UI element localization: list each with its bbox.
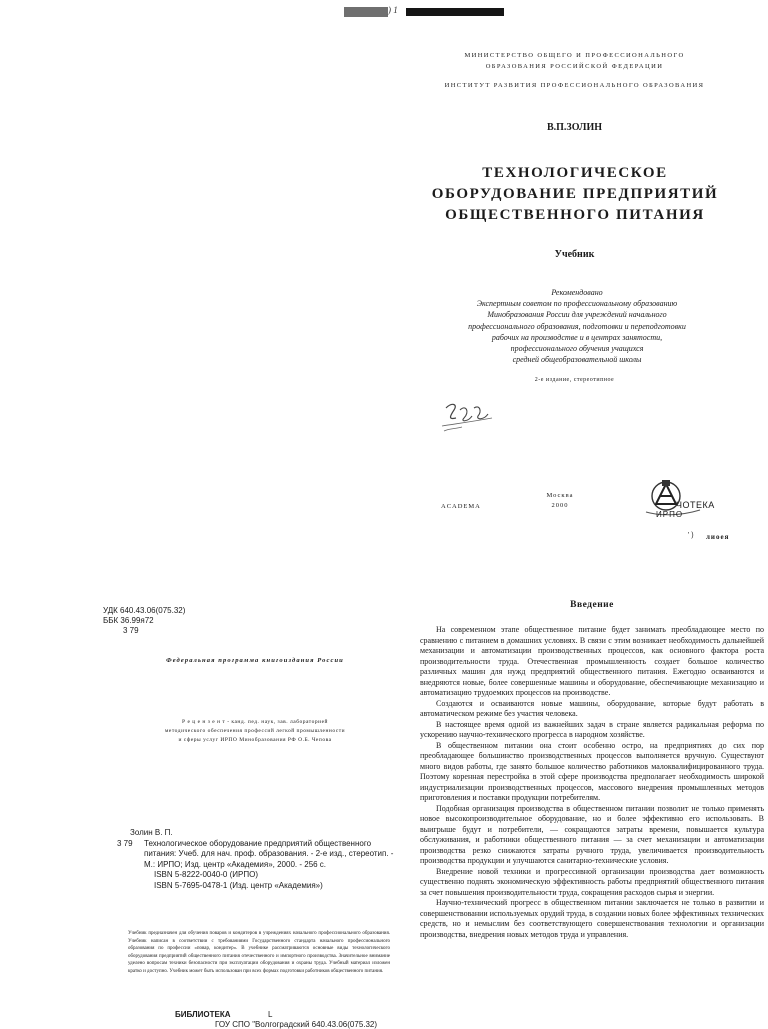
intro-paragraph: Подобная организация производства в общественном питании позволит не только применять новое высокопроизводительное оборудование, но и более эффективно его использовать. В выигрыше будут и потребители, — сокращаются затраты времени, повышается культура обслуживания, и работники общественного питания — за счет механизации и автоматизации производства резко снижаются затраты ручного труда, увеличивается производительность производства продукции и улучшаются санитарно-технические условия.: [420, 803, 764, 865]
scan-artifact-text: ) 1: [388, 5, 398, 15]
stamp-text: ЧОТЕКА: [676, 500, 715, 510]
recommendation-line: Минобразования России для учреждений начального: [487, 310, 667, 320]
stamp-mark: ' ): [688, 532, 694, 539]
intro-paragraph: Внедрение новой техники и прогрессивной организации производства дает возможность существенно поднять экономическую эффективность работы предприятий общественного питания за счет повышения производительности труда, сокращения расходов сырья и энергии.: [420, 866, 764, 897]
biblio-line: питания: Учеб. для нач. проф. образования. - 2-е изд., стереотип. -: [144, 849, 394, 858]
isbn-line: ISBN 5-8222-0040-0 (ИРПО): [154, 870, 258, 879]
ministry-header: [412, 50, 737, 72]
intro-paragraph: В настоящее время одной из важнейших задач в стране является радикальная реформа по ускорению научно-технического прогресса в народном хозяйстве.: [420, 719, 764, 739]
author-index: 3 79: [123, 626, 139, 635]
handwritten-signature: [440, 398, 500, 434]
city-year: [520, 491, 600, 511]
classification-block: [103, 606, 185, 636]
intro-paragraph: Научно-технический прогресс в общественном питании заключается не только в развитии и совершенствовании используемых орудий труда, в создании новых более эффективных технических средств, но и немыслим без соответствующего совершенствования технологии и организации производства, внедрения новых методов труда и управления.: [420, 898, 764, 939]
scan-artifact: [344, 7, 504, 17]
biblio-line: М.: ИРПО; Изд. центр «Академия», 2000. - 256 с.: [144, 859, 327, 869]
recommendation-line: Рекомендовано: [551, 288, 603, 297]
stamp-mark-text: лиоея: [706, 533, 730, 541]
scan-smudge: [344, 7, 388, 17]
intro-paragraph: В общественном питании она стоит особенно остро, на предприятиях до сих пор преобладающее большинство производственных процессов выполняется вручную. Существуют много видов работы, где занято большое количество работников малоквалифицированного труда. Поэтому коренная перестройка в этой сфере производства предполагает необходимость широкой индустриализации производственных процессов, массового внедрения промышленных методов приготовления и поставки продукции потребителям.: [420, 740, 764, 802]
annotation-text: Учебник предназначен для обучения поваров и кондитеров в учреждениях начального профессионального образования. Учебник написан в соответствии с требованиями Государственного стандарта начального профессионального образования по профессии «повар, кондитер». В учебнике рассматриваются основные виды технологического оборудования предприятий общественного питания отечественного и импортного производства. Значительное внимание уделено вопросам техники безопасности при эксплуатации оборудования и охраны труда. Учебный материал изложен кратко и доступно. Учебник может быть использован при всех формах подготовки работников общественного питания.: [128, 931, 390, 974]
federal-program-note: Федеральная программа книгоиздания России: [166, 657, 344, 664]
reviewer-line: методического обеспечения профессий легкой промышленности: [164, 728, 346, 734]
recommendation-line: рабочих на производстве и в центрах занятости,: [491, 332, 663, 342]
recommendation-line: Экспертным советом по профессиональному образованию: [476, 299, 678, 309]
library-mark: L: [268, 1010, 273, 1019]
introduction-heading: Введение: [570, 600, 614, 610]
biblio-body: [130, 839, 407, 892]
ministry-line-2: ОБРАЗОВАНИЯ РОССИЙСКОЙ ФЕДЕРАЦИИ: [485, 63, 664, 70]
book-title: [400, 163, 750, 226]
recommendation-block: [412, 287, 742, 365]
recommendation-line: средней общеобразовательной школы: [512, 355, 642, 365]
biblio-code: 3 79: [117, 838, 133, 848]
intro-paragraph: Создаются и осваиваются новые машины, оборудование, которые будут работать в автоматическом режиме без участия человека.: [420, 698, 764, 718]
institute-name: ИНСТИТУТ РАЗВИТИЯ ПРОФЕССИОНАЛЬНОГО ОБРАЗОВАНИЯ: [444, 82, 705, 89]
bbk-code: ББК 36.99я72: [103, 616, 154, 625]
book-title-line-2: ОБОРУДОВАНИЕ ПРЕДПРИЯТИЙ: [431, 186, 719, 202]
isbn-line: ISBN 5-7695-0478-1 (Изд. центр «Академия»): [154, 880, 323, 890]
intro-paragraph: На современном этапе общественное питание будет занимать преобладающее место по сравнению с питанием в домашних условиях. В связи с этим возникает необходимость дальнейшей механизации и автоматизации производственных процессов, как основного фактора роста производительности труда. Отечественная промышленность создает большое количество различных машин для нужд предприятий общественного питания. Ежегодно осваиваются и внедряются новые, более совершенные машины и оборудование, обеспечивающие механизацию и автоматизацию трудоемких процессов на производстве.: [420, 625, 764, 697]
recommendation-line: профессионального образования, подготовки и переподготовки: [468, 321, 686, 331]
stamp-text-irpo: ИРПО: [656, 510, 684, 519]
udc-code: УДК 640.43.06(075.32): [103, 606, 186, 615]
reviewer-block: [110, 718, 400, 745]
bibliographic-record: [117, 828, 407, 891]
book-type: Учебник: [554, 249, 595, 260]
biblio-author: Золин В. П.: [130, 828, 173, 837]
biblio-line: Технологическое оборудование предприятий общественного: [144, 838, 372, 848]
redaction-bar: [406, 8, 504, 16]
publication-year: 2000: [551, 502, 569, 509]
edition-note: 2-е издание, стереотипное: [534, 377, 615, 383]
recommendation-line: профессионального обучения учащихся: [510, 344, 644, 354]
library-label: БИБЛИОТЕКА: [175, 1010, 231, 1019]
book-title-line-3: ОБЩЕСТВЕННОГО ПИТАНИЯ: [445, 207, 705, 223]
reviewer-line: и сферы услуг ИРПО Минобразования РФ О.Б. Чепова: [178, 737, 332, 743]
ministry-line-1: МИНИСТЕРСТВО ОБЩЕГО И ПРОФЕССИОНАЛЬНОГО: [464, 52, 685, 59]
author-name: В.П.ЗОЛИН: [546, 122, 602, 133]
introduction-text: [420, 625, 764, 940]
library-stamp-bottom: ГОУ СПО "Волгоградский 640.43.06(075.32): [215, 1020, 378, 1029]
publication-city: Москва: [546, 492, 574, 499]
publisher-name: ACADEMA: [441, 503, 481, 510]
reviewer-line: Р е ц е н з е н т - канд. пед. наук, зав. лабораторией: [182, 719, 328, 725]
book-title-line-1: ТЕХНОЛОГИЧЕСКОЕ: [482, 165, 668, 181]
